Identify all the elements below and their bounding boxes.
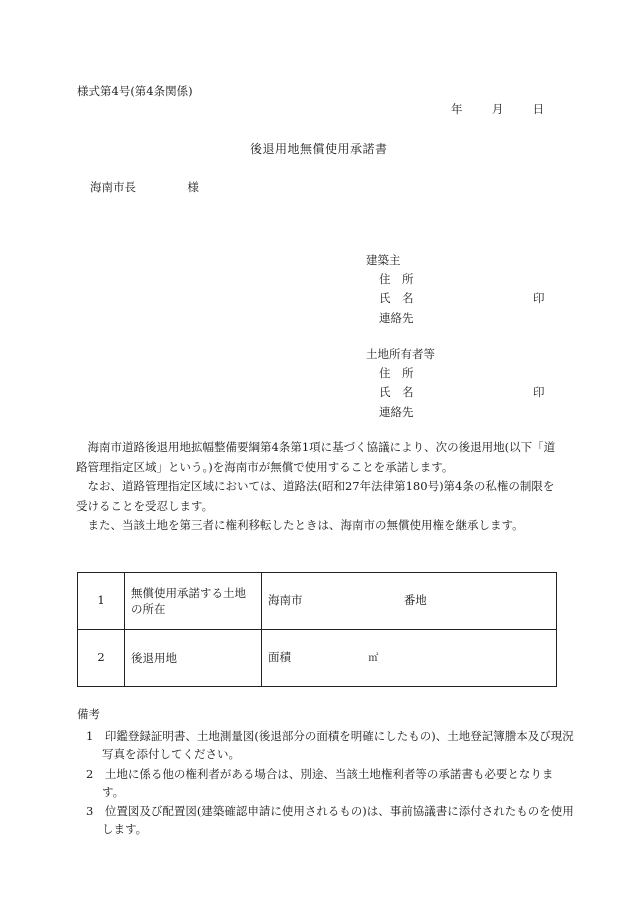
- row-value: [262, 573, 557, 630]
- builder-heading: 建築主: [366, 253, 401, 267]
- landowner-name-label: 氏 名: [379, 385, 414, 399]
- landowner-address-label: 住 所: [379, 366, 414, 380]
- form-number: 様式第4号(第4条関係): [77, 84, 193, 98]
- body-paragraph-2: なお、道路管理指定区域においては、道路法(昭和27年法律第180号)第4条の私権の制限を受けることを受忍します。: [76, 479, 555, 513]
- note-item: [86, 802, 574, 838]
- landowner-heading: 土地所有者等: [366, 347, 435, 361]
- date-month: 月: [491, 102, 504, 116]
- row-item-label: 無償使用承諾する土地の所在: [125, 573, 262, 630]
- table-row: [78, 573, 557, 630]
- land-info-table: [77, 572, 557, 687]
- addressee-honorific: 様: [187, 180, 199, 194]
- builder-address-label: 住 所: [379, 272, 414, 286]
- builder-seal: 印: [533, 291, 545, 305]
- notes-heading: 備考: [77, 707, 100, 721]
- builder-contact-label: 連絡先: [379, 311, 414, 325]
- note-number: 1: [86, 729, 94, 743]
- row-item-label: 後退用地: [125, 630, 262, 687]
- row-number: 1: [78, 573, 125, 630]
- note-text: 印鑑登録証明書、土地測量図(後退部分の面積を明確にしたもの)、土地登記簿謄本及び現況写真を添付してください。: [102, 729, 574, 761]
- landowner-seal: 印: [533, 385, 545, 399]
- area-unit: ㎡: [368, 653, 379, 664]
- body-text: [76, 438, 558, 536]
- body-paragraph-3: また、当該土地を第三者に権利移転したときは、海南市の無償使用権を継承します。: [87, 518, 524, 532]
- note-text: 位置図及び配置図(建築確認申請に使用されるもの)は、事前協議書に添付されたものを使用します。: [102, 804, 574, 836]
- note-item: [86, 765, 574, 801]
- document-title: 後退用地無償使用承諾書: [250, 142, 388, 156]
- area-prefix: 面積: [268, 650, 291, 664]
- row-value: [262, 630, 557, 687]
- addressee-name: 海南市長: [90, 180, 136, 194]
- note-number: 3: [86, 804, 94, 818]
- note-text: 土地に係る他の権利者がある場合は、別途、当該土地権利者等の承諾書も必要となります。: [102, 767, 554, 799]
- date-day: 日: [532, 102, 545, 116]
- date-line: [451, 104, 544, 116]
- location-suffix: 番地: [403, 593, 427, 608]
- location-prefix: 海南市: [268, 593, 303, 608]
- body-paragraph-1: 海南市道路後退用地拡幅整備要綱第4条第1項に基づく協議により、次の後退用地(以下「道路管理指定区域」という。)を海南市が無償で使用することを承諾します。: [76, 440, 556, 474]
- note-number: 2: [86, 767, 94, 781]
- landowner-contact-label: 連絡先: [379, 405, 414, 419]
- builder-name-label: 氏 名: [379, 291, 414, 305]
- note-item: [86, 727, 574, 763]
- addressee: [90, 182, 199, 194]
- table-row: [78, 630, 557, 687]
- date-year: 年: [451, 102, 463, 116]
- row-number: 2: [78, 630, 125, 687]
